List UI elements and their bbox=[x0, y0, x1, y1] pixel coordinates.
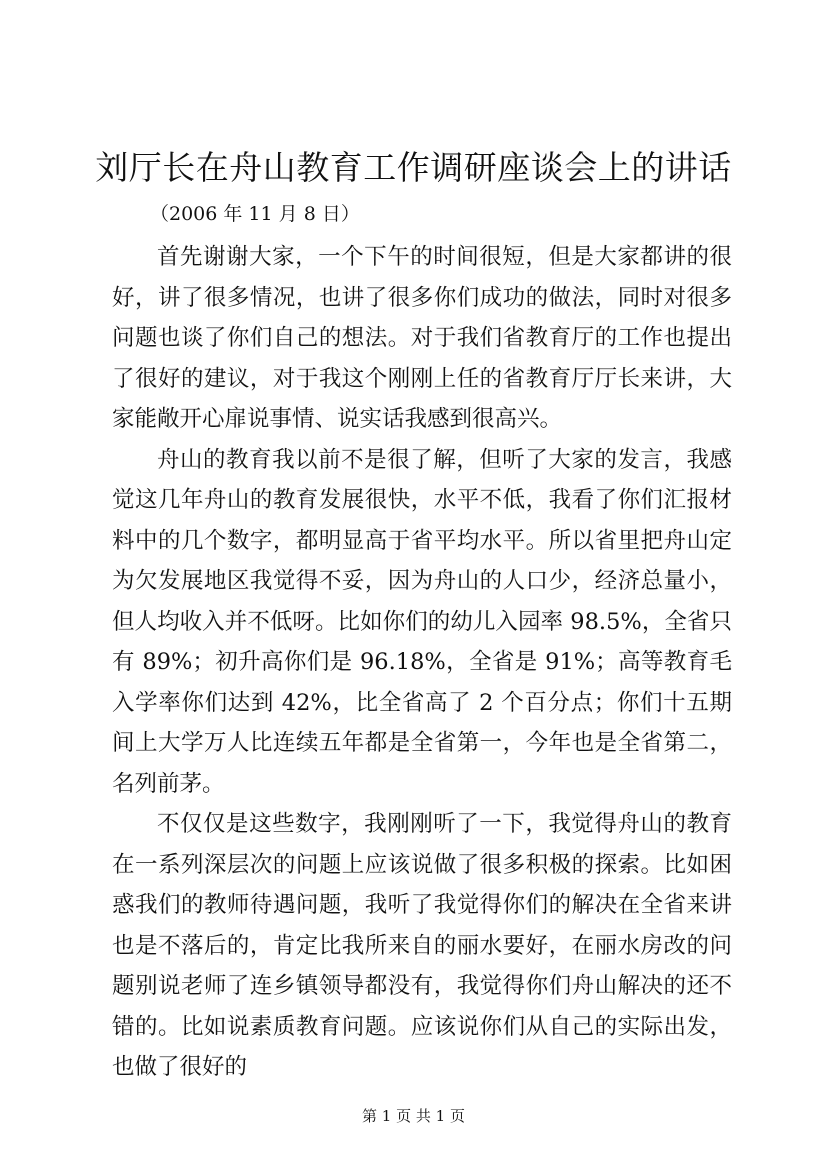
page-footer: 第 1 页 共 1 页 bbox=[362, 1107, 465, 1125]
document-date: （2006 年 11 月 8 日） bbox=[150, 203, 360, 225]
document-title: 刘厅长在舟山教育工作调研座谈会上的讲话 bbox=[95, 148, 732, 187]
document-body bbox=[112, 237, 732, 1088]
paragraph-2: 舟山的教育我以前不是很了解，但听了大家的发言，我感觉这几年舟山的教育发展很快，水平不低，我看了你们汇报材料中的几个数字，都明显高于省平均水平。所以省里把舟山定为欠发展地区我觉得不妥，因为舟山的人口少，经济总量小，但人均收入并不低呀。比如你们的幼儿入园率 98.5%，全省只有 89%；初升高你们是 96.18%，全省是 91%；高等教育毛入学率你们达到 42%，比全省高了 2 个百分点；你们十五期间上大学万人比连续五年都是全省第一，今年也是全省第二，名列前茅。 bbox=[112, 446, 732, 797]
paragraph-1: 首先谢谢大家，一个下午的时间很短，但是大家都讲的很好，讲了很多情况，也讲了很多你们成功的做法，同时对很多问题也谈了你们自己的想法。对于我们省教育厅的工作也提出了很好的建议，对于我这个刚刚上任的省教育厅厅长来讲，大家能敞开心扉说事情、说实话我感到很高兴。 bbox=[112, 244, 732, 432]
paragraph-3: 不仅仅是这些数字，我刚刚听了一下，我觉得舟山的教育在一系列深层次的问题上应该说做了很多积极的探索。比如困惑我们的教师待遇问题，我听了我觉得你们的解决在全省来讲也是不落后的，肯定比我所来自的丽水要好，在丽水房改的问题别说老师了连乡镇领导都没有，我觉得你们舟山解决的还不错的。比如说素质教育问题。应该说你们从自己的实际出发，也做了很好的 bbox=[112, 811, 732, 1080]
